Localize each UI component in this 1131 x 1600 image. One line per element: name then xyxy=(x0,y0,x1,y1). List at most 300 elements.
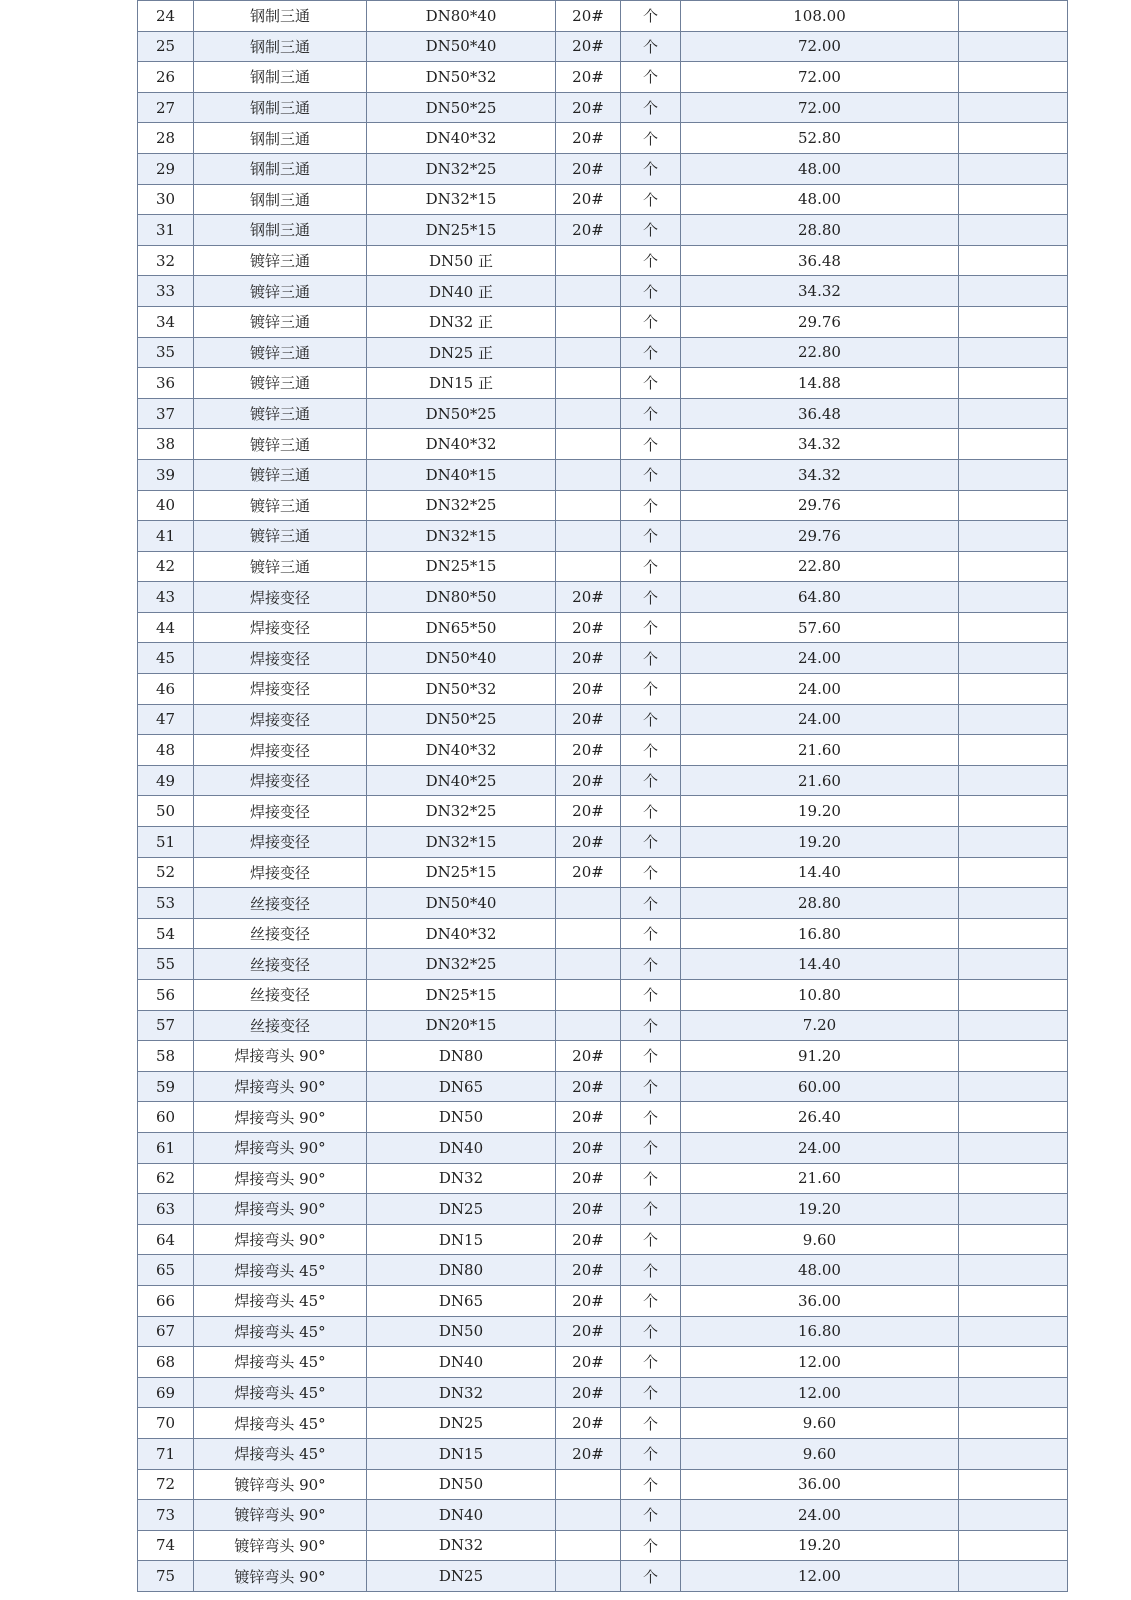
remark-cell xyxy=(959,306,1068,337)
price-cell: 36.48 xyxy=(681,398,959,429)
material-cell xyxy=(556,398,621,429)
unit-cell: 个 xyxy=(621,582,681,613)
material-cell: 20# xyxy=(556,796,621,827)
row-number-cell: 74 xyxy=(138,1530,194,1561)
remark-cell xyxy=(959,184,1068,215)
remark-cell xyxy=(959,827,1068,858)
spec-cell: DN50*25 xyxy=(367,398,556,429)
unit-cell: 个 xyxy=(621,551,681,582)
row-number-cell: 25 xyxy=(138,31,194,62)
row-number-cell: 67 xyxy=(138,1316,194,1347)
table-row xyxy=(138,1194,1068,1225)
spec-cell: DN50*25 xyxy=(367,704,556,735)
remark-cell xyxy=(959,704,1068,735)
item-name-cell: 焊接弯头 45° xyxy=(194,1377,367,1408)
unit-cell: 个 xyxy=(621,1408,681,1439)
unit-cell: 个 xyxy=(621,368,681,399)
material-cell: 20# xyxy=(556,215,621,246)
price-cell: 36.00 xyxy=(681,1469,959,1500)
item-name-cell: 焊接变径 xyxy=(194,674,367,705)
unit-cell: 个 xyxy=(621,612,681,643)
row-number-cell: 37 xyxy=(138,398,194,429)
price-cell: 36.48 xyxy=(681,245,959,276)
row-number-cell: 38 xyxy=(138,429,194,460)
spec-cell: DN32*25 xyxy=(367,153,556,184)
spec-cell: DN32*25 xyxy=(367,796,556,827)
table-row xyxy=(138,582,1068,613)
table-row xyxy=(138,1041,1068,1072)
item-name-cell: 镀锌三通 xyxy=(194,306,367,337)
material-cell: 20# xyxy=(556,123,621,154)
item-name-cell: 焊接弯头 90° xyxy=(194,1132,367,1163)
unit-cell: 个 xyxy=(621,1041,681,1072)
remark-cell xyxy=(959,1041,1068,1072)
row-number-cell: 54 xyxy=(138,918,194,949)
item-name-cell: 焊接弯头 45° xyxy=(194,1347,367,1378)
price-cell: 24.00 xyxy=(681,1132,959,1163)
remark-cell xyxy=(959,92,1068,123)
row-number-cell: 31 xyxy=(138,215,194,246)
remark-cell xyxy=(959,1438,1068,1469)
unit-cell: 个 xyxy=(621,153,681,184)
table-row xyxy=(138,215,1068,246)
row-number-cell: 71 xyxy=(138,1438,194,1469)
spec-cell: DN50 xyxy=(367,1316,556,1347)
spec-cell: DN40 xyxy=(367,1500,556,1531)
price-cell: 36.00 xyxy=(681,1285,959,1316)
spec-cell: DN15 正 xyxy=(367,368,556,399)
unit-cell: 个 xyxy=(621,1010,681,1041)
remark-cell xyxy=(959,1163,1068,1194)
row-number-cell: 64 xyxy=(138,1224,194,1255)
row-number-cell: 34 xyxy=(138,306,194,337)
table-row xyxy=(138,1316,1068,1347)
remark-cell xyxy=(959,337,1068,368)
material-cell: 20# xyxy=(556,765,621,796)
item-name-cell: 镀锌三通 xyxy=(194,490,367,521)
material-cell: 20# xyxy=(556,1132,621,1163)
spec-cell: DN40*32 xyxy=(367,735,556,766)
item-name-cell: 焊接弯头 90° xyxy=(194,1224,367,1255)
row-number-cell: 26 xyxy=(138,62,194,93)
item-name-cell: 丝接变径 xyxy=(194,980,367,1011)
remark-cell xyxy=(959,521,1068,552)
row-number-cell: 30 xyxy=(138,184,194,215)
remark-cell xyxy=(959,1132,1068,1163)
price-cell: 29.76 xyxy=(681,306,959,337)
material-cell: 20# xyxy=(556,735,621,766)
row-number-cell: 51 xyxy=(138,827,194,858)
item-name-cell: 焊接变径 xyxy=(194,857,367,888)
item-name-cell: 镀锌弯头 90° xyxy=(194,1561,367,1592)
table-row xyxy=(138,459,1068,490)
price-table xyxy=(137,0,1068,1592)
table-row xyxy=(138,1347,1068,1378)
unit-cell: 个 xyxy=(621,704,681,735)
item-name-cell: 焊接变径 xyxy=(194,643,367,674)
table-row xyxy=(138,1377,1068,1408)
remark-cell xyxy=(959,918,1068,949)
spec-cell: DN50 正 xyxy=(367,245,556,276)
table-row xyxy=(138,1530,1068,1561)
material-cell: 20# xyxy=(556,827,621,858)
unit-cell: 个 xyxy=(621,949,681,980)
unit-cell: 个 xyxy=(621,1316,681,1347)
material-cell: 20# xyxy=(556,184,621,215)
price-cell: 21.60 xyxy=(681,765,959,796)
item-name-cell: 镀锌三通 xyxy=(194,337,367,368)
row-number-cell: 41 xyxy=(138,521,194,552)
spec-cell: DN32*25 xyxy=(367,490,556,521)
material-cell: 20# xyxy=(556,582,621,613)
unit-cell: 个 xyxy=(621,92,681,123)
material-cell xyxy=(556,306,621,337)
item-name-cell: 焊接变径 xyxy=(194,796,367,827)
table-row xyxy=(138,796,1068,827)
remark-cell xyxy=(959,459,1068,490)
spec-cell: DN32 xyxy=(367,1163,556,1194)
remark-cell xyxy=(959,1408,1068,1439)
spec-cell: DN25*15 xyxy=(367,857,556,888)
material-cell xyxy=(556,276,621,307)
table-row xyxy=(138,1561,1068,1592)
spec-cell: DN50*32 xyxy=(367,62,556,93)
price-cell: 19.20 xyxy=(681,1530,959,1561)
price-cell: 10.80 xyxy=(681,980,959,1011)
item-name-cell: 焊接变径 xyxy=(194,765,367,796)
material-cell xyxy=(556,1500,621,1531)
material-cell: 20# xyxy=(556,1438,621,1469)
item-name-cell: 镀锌三通 xyxy=(194,398,367,429)
material-cell: 20# xyxy=(556,1408,621,1439)
unit-cell: 个 xyxy=(621,1163,681,1194)
spec-cell: DN50*40 xyxy=(367,888,556,919)
spec-cell: DN65 xyxy=(367,1071,556,1102)
unit-cell: 个 xyxy=(621,735,681,766)
spec-cell: DN25*15 xyxy=(367,980,556,1011)
item-name-cell: 镀锌三通 xyxy=(194,521,367,552)
row-number-cell: 27 xyxy=(138,92,194,123)
row-number-cell: 56 xyxy=(138,980,194,1011)
price-cell: 24.00 xyxy=(681,674,959,705)
price-cell: 21.60 xyxy=(681,735,959,766)
unit-cell: 个 xyxy=(621,490,681,521)
remark-cell xyxy=(959,429,1068,460)
material-cell: 20# xyxy=(556,153,621,184)
item-name-cell: 镀锌三通 xyxy=(194,459,367,490)
remark-cell xyxy=(959,1561,1068,1592)
price-cell: 57.60 xyxy=(681,612,959,643)
item-name-cell: 钢制三通 xyxy=(194,123,367,154)
material-cell xyxy=(556,949,621,980)
row-number-cell: 48 xyxy=(138,735,194,766)
row-number-cell: 52 xyxy=(138,857,194,888)
price-cell: 26.40 xyxy=(681,1102,959,1133)
table-row xyxy=(138,153,1068,184)
remark-cell xyxy=(959,582,1068,613)
spec-cell: DN40*32 xyxy=(367,918,556,949)
item-name-cell: 丝接变径 xyxy=(194,918,367,949)
price-cell: 72.00 xyxy=(681,92,959,123)
spec-cell: DN20*15 xyxy=(367,1010,556,1041)
row-number-cell: 33 xyxy=(138,276,194,307)
remark-cell xyxy=(959,276,1068,307)
unit-cell: 个 xyxy=(621,796,681,827)
row-number-cell: 63 xyxy=(138,1194,194,1225)
material-cell xyxy=(556,1469,621,1500)
spec-cell: DN25*15 xyxy=(367,215,556,246)
row-number-cell: 55 xyxy=(138,949,194,980)
price-cell: 12.00 xyxy=(681,1347,959,1378)
unit-cell: 个 xyxy=(621,276,681,307)
unit-cell: 个 xyxy=(621,215,681,246)
spec-cell: DN40*32 xyxy=(367,123,556,154)
table-row xyxy=(138,368,1068,399)
row-number-cell: 24 xyxy=(138,1,194,32)
row-number-cell: 58 xyxy=(138,1041,194,1072)
price-cell: 9.60 xyxy=(681,1224,959,1255)
price-cell: 29.76 xyxy=(681,490,959,521)
table-row xyxy=(138,1102,1068,1133)
unit-cell: 个 xyxy=(621,1102,681,1133)
price-cell: 28.80 xyxy=(681,888,959,919)
price-cell: 12.00 xyxy=(681,1561,959,1592)
remark-cell xyxy=(959,643,1068,674)
spec-cell: DN32 xyxy=(367,1377,556,1408)
spec-cell: DN32*15 xyxy=(367,521,556,552)
item-name-cell: 钢制三通 xyxy=(194,62,367,93)
item-name-cell: 镀锌弯头 90° xyxy=(194,1469,367,1500)
item-name-cell: 焊接变径 xyxy=(194,827,367,858)
unit-cell: 个 xyxy=(621,62,681,93)
remark-cell xyxy=(959,1224,1068,1255)
remark-cell xyxy=(959,1,1068,32)
material-cell xyxy=(556,888,621,919)
row-number-cell: 44 xyxy=(138,612,194,643)
material-cell: 20# xyxy=(556,612,621,643)
spec-cell: DN50*40 xyxy=(367,643,556,674)
price-cell: 91.20 xyxy=(681,1041,959,1072)
price-cell: 14.40 xyxy=(681,857,959,888)
unit-cell: 个 xyxy=(621,1071,681,1102)
table-row xyxy=(138,1010,1068,1041)
table-row xyxy=(138,888,1068,919)
material-cell xyxy=(556,1561,621,1592)
row-number-cell: 68 xyxy=(138,1347,194,1378)
spec-cell: DN32*15 xyxy=(367,827,556,858)
unit-cell: 个 xyxy=(621,643,681,674)
price-cell: 12.00 xyxy=(681,1377,959,1408)
row-number-cell: 66 xyxy=(138,1285,194,1316)
unit-cell: 个 xyxy=(621,184,681,215)
material-cell xyxy=(556,245,621,276)
spec-cell: DN80 xyxy=(367,1255,556,1286)
spec-cell: DN15 xyxy=(367,1438,556,1469)
unit-cell: 个 xyxy=(621,980,681,1011)
material-cell: 20# xyxy=(556,62,621,93)
table-row xyxy=(138,918,1068,949)
price-cell: 14.88 xyxy=(681,368,959,399)
spec-cell: DN40*15 xyxy=(367,459,556,490)
table-row xyxy=(138,521,1068,552)
table-row xyxy=(138,62,1068,93)
spec-cell: DN25 正 xyxy=(367,337,556,368)
spec-cell: DN40 xyxy=(367,1347,556,1378)
material-cell: 20# xyxy=(556,1255,621,1286)
price-cell: 19.20 xyxy=(681,1194,959,1225)
table-row xyxy=(138,643,1068,674)
item-name-cell: 焊接弯头 45° xyxy=(194,1285,367,1316)
row-number-cell: 61 xyxy=(138,1132,194,1163)
item-name-cell: 焊接弯头 45° xyxy=(194,1316,367,1347)
remark-cell xyxy=(959,1530,1068,1561)
remark-cell xyxy=(959,1071,1068,1102)
table-row xyxy=(138,306,1068,337)
material-cell: 20# xyxy=(556,1347,621,1378)
table-row xyxy=(138,551,1068,582)
remark-cell xyxy=(959,1255,1068,1286)
table-row xyxy=(138,674,1068,705)
item-name-cell: 镀锌弯头 90° xyxy=(194,1500,367,1531)
remark-cell xyxy=(959,980,1068,1011)
price-cell: 22.80 xyxy=(681,337,959,368)
remark-cell xyxy=(959,1285,1068,1316)
row-number-cell: 46 xyxy=(138,674,194,705)
price-cell: 48.00 xyxy=(681,1255,959,1286)
item-name-cell: 钢制三通 xyxy=(194,31,367,62)
item-name-cell: 焊接变径 xyxy=(194,735,367,766)
price-cell: 34.32 xyxy=(681,276,959,307)
row-number-cell: 47 xyxy=(138,704,194,735)
price-cell: 7.20 xyxy=(681,1010,959,1041)
row-number-cell: 65 xyxy=(138,1255,194,1286)
row-number-cell: 73 xyxy=(138,1500,194,1531)
remark-cell xyxy=(959,1469,1068,1500)
remark-cell xyxy=(959,62,1068,93)
remark-cell xyxy=(959,1194,1068,1225)
unit-cell: 个 xyxy=(621,1255,681,1286)
spec-cell: DN65*50 xyxy=(367,612,556,643)
price-cell: 16.80 xyxy=(681,918,959,949)
row-number-cell: 59 xyxy=(138,1071,194,1102)
spec-cell: DN40 xyxy=(367,1132,556,1163)
item-name-cell: 焊接变径 xyxy=(194,612,367,643)
table-row xyxy=(138,31,1068,62)
row-number-cell: 29 xyxy=(138,153,194,184)
spec-cell: DN80*40 xyxy=(367,1,556,32)
row-number-cell: 53 xyxy=(138,888,194,919)
unit-cell: 个 xyxy=(621,857,681,888)
material-cell: 20# xyxy=(556,1,621,32)
price-cell: 19.20 xyxy=(681,796,959,827)
row-number-cell: 57 xyxy=(138,1010,194,1041)
item-name-cell: 镀锌三通 xyxy=(194,429,367,460)
price-cell: 60.00 xyxy=(681,1071,959,1102)
spec-cell: DN40*25 xyxy=(367,765,556,796)
spec-cell: DN40 正 xyxy=(367,276,556,307)
remark-cell xyxy=(959,153,1068,184)
unit-cell: 个 xyxy=(621,1132,681,1163)
unit-cell: 个 xyxy=(621,31,681,62)
spec-cell: DN80 xyxy=(367,1041,556,1072)
item-name-cell: 钢制三通 xyxy=(194,184,367,215)
unit-cell: 个 xyxy=(621,429,681,460)
price-cell: 108.00 xyxy=(681,1,959,32)
spec-cell: DN25 xyxy=(367,1408,556,1439)
spec-cell: DN32*25 xyxy=(367,949,556,980)
table-row xyxy=(138,857,1068,888)
material-cell: 20# xyxy=(556,1163,621,1194)
remark-cell xyxy=(959,857,1068,888)
price-cell: 52.80 xyxy=(681,123,959,154)
unit-cell: 个 xyxy=(621,888,681,919)
spec-cell: DN32*15 xyxy=(367,184,556,215)
row-number-cell: 36 xyxy=(138,368,194,399)
remark-cell xyxy=(959,551,1068,582)
price-cell: 34.32 xyxy=(681,429,959,460)
remark-cell xyxy=(959,765,1068,796)
spec-cell: DN65 xyxy=(367,1285,556,1316)
material-cell: 20# xyxy=(556,1377,621,1408)
table-row xyxy=(138,735,1068,766)
remark-cell xyxy=(959,1377,1068,1408)
unit-cell: 个 xyxy=(621,459,681,490)
unit-cell: 个 xyxy=(621,1377,681,1408)
table-row xyxy=(138,1071,1068,1102)
item-name-cell: 钢制三通 xyxy=(194,1,367,32)
spec-cell: DN40*32 xyxy=(367,429,556,460)
material-cell: 20# xyxy=(556,1316,621,1347)
item-name-cell: 钢制三通 xyxy=(194,153,367,184)
material-cell xyxy=(556,1010,621,1041)
spec-cell: DN80*50 xyxy=(367,582,556,613)
spec-cell: DN25 xyxy=(367,1194,556,1225)
price-cell: 24.00 xyxy=(681,643,959,674)
remark-cell xyxy=(959,1500,1068,1531)
table-row xyxy=(138,184,1068,215)
table-row xyxy=(138,1438,1068,1469)
row-number-cell: 39 xyxy=(138,459,194,490)
item-name-cell: 镀锌弯头 90° xyxy=(194,1530,367,1561)
table-row xyxy=(138,123,1068,154)
item-name-cell: 焊接弯头 45° xyxy=(194,1408,367,1439)
item-name-cell: 钢制三通 xyxy=(194,215,367,246)
row-number-cell: 75 xyxy=(138,1561,194,1592)
item-name-cell: 焊接变径 xyxy=(194,582,367,613)
remark-cell xyxy=(959,674,1068,705)
remark-cell xyxy=(959,368,1068,399)
material-cell: 20# xyxy=(556,1224,621,1255)
unit-cell: 个 xyxy=(621,1347,681,1378)
material-cell xyxy=(556,490,621,521)
material-cell xyxy=(556,980,621,1011)
price-cell: 9.60 xyxy=(681,1408,959,1439)
remark-cell xyxy=(959,1316,1068,1347)
row-number-cell: 32 xyxy=(138,245,194,276)
spec-cell: DN25*15 xyxy=(367,551,556,582)
material-cell: 20# xyxy=(556,704,621,735)
row-number-cell: 40 xyxy=(138,490,194,521)
remark-cell xyxy=(959,398,1068,429)
spec-cell: DN50*32 xyxy=(367,674,556,705)
item-name-cell: 钢制三通 xyxy=(194,92,367,123)
unit-cell: 个 xyxy=(621,123,681,154)
material-cell: 20# xyxy=(556,31,621,62)
remark-cell xyxy=(959,1347,1068,1378)
item-name-cell: 镀锌三通 xyxy=(194,245,367,276)
table-body xyxy=(138,1,1068,1592)
price-cell: 48.00 xyxy=(681,153,959,184)
